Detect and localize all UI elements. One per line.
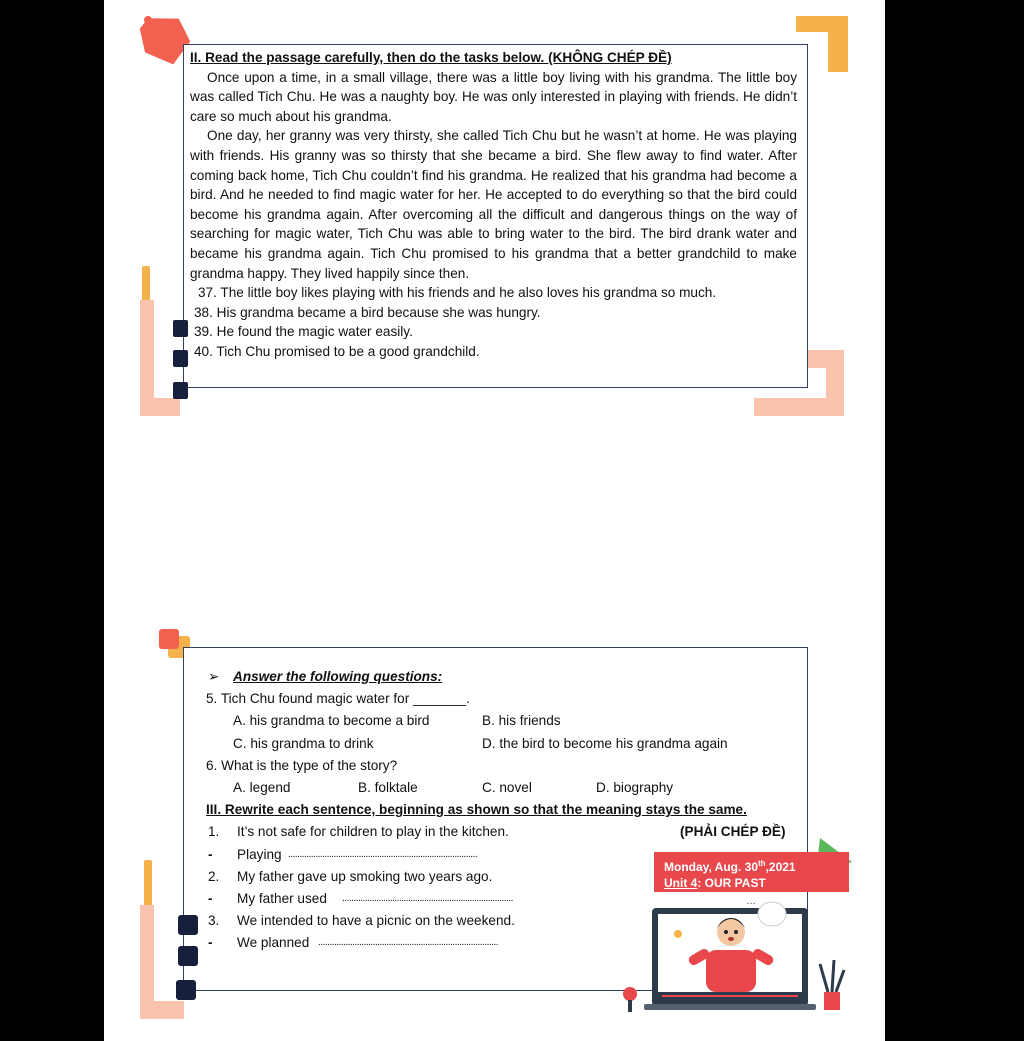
- passage-paragraph-1: Once upon a time, in a small village, there was a little boy living with his grandma. The little boy was called Tich Chu. He was a naughty boy. He was only interested in playing with friends. He didn’t care so much about his grandma.: [190, 69, 797, 124]
- arrow-bullet-icon: ➢: [208, 669, 220, 684]
- q5-option-d: D. the bird to become his grandma again: [482, 735, 728, 751]
- item-1-answer-line[interactable]: ...................................................................................: [288, 848, 478, 860]
- q6-option-b: B. folktale: [358, 779, 418, 795]
- unit-line: [664, 875, 849, 891]
- navy-square: [173, 350, 188, 367]
- item-1-sentence: It’s not safe for children to play in the kitchen.: [237, 824, 509, 840]
- item-1-start: Playing: [237, 846, 282, 862]
- document-page: [104, 0, 885, 1041]
- item-3-answer-line[interactable]: ...............................................................................: [318, 937, 498, 949]
- navy-square: [173, 320, 188, 337]
- rewrite-note: (PHẢI CHÉP ĐỀ): [680, 824, 786, 840]
- date-sup: th: [758, 859, 766, 868]
- statement-38: 38. His grandma became a bird because she was hungry.: [194, 304, 541, 320]
- bullet-dash: -: [208, 935, 213, 951]
- statement-40: 40. Tich Chu promised to be a good grandchild.: [194, 343, 480, 359]
- item-3-start: We planned: [237, 935, 310, 951]
- item-2-sentence: My father gave up smoking two years ago.: [237, 868, 493, 884]
- q5-option-b: B. his friends: [482, 713, 561, 729]
- item-3-sentence: We intended to have a picnic on the weekend.: [237, 913, 515, 929]
- rewrite-title: III. Rewrite each sentence, beginning as shown so that the meaning stays the same.: [206, 802, 747, 818]
- laptop-teacher-illustration: [622, 894, 848, 1020]
- item-2-start: My father used: [237, 890, 327, 906]
- q5-option-a: A. his grandma to become a bird: [233, 713, 430, 729]
- passage-paragraph-2: One day, her granny was very thirsty, she called Tich Chu but he wasn’t at home. He was playing with friends. His granny was so thirsty that she became a bird. She flew away to find water. After coming back home, Tich Chu couldn’t find his grandma. He realized that his grandma had become a bird. And he needed to find magic water for her. He accepted to do everything so that the bird could become his grandma again. After overcoming all the difficult and dangerous things on the way of searching for magic water, Tich Chu was able to bring water to the bird. The bird drank water and became his grandma again. Tich Chu promised to his grandma that a better grandchild to make grandma happy. They lived happily since then.: [190, 128, 797, 281]
- statement-39: 39. He found the magic water easily.: [194, 324, 413, 340]
- q5-option-c: C. his grandma to drink: [233, 735, 374, 751]
- item-2-number: 2.: [208, 868, 220, 884]
- questions-heading: Answer the following questions:: [233, 669, 443, 684]
- navy-square: [176, 980, 196, 1000]
- q6-option-a: A. legend: [233, 779, 291, 795]
- bullet-dash: -: [208, 890, 213, 906]
- navy-square: [178, 946, 198, 966]
- coral-square: [159, 629, 179, 649]
- question-6: 6. What is the type of the story?: [206, 757, 398, 773]
- item-3-number: 3.: [208, 913, 220, 929]
- q6-option-c: C. novel: [482, 779, 532, 795]
- q6-option-d: D. biography: [596, 779, 674, 795]
- statement-37: 37. The little boy likes playing with his friends and he also loves his grandma so much.: [198, 285, 717, 301]
- section-title: II. Read the passage carefully, then do the tasks below. (KHÔNG CHÉP ĐỀ): [190, 50, 672, 65]
- date-banner: [654, 852, 849, 892]
- date-suffix: ,2021: [765, 860, 796, 874]
- svg-text:…: …: [746, 896, 756, 907]
- question-5: 5. Tich Chu found magic water for _______.: [206, 691, 470, 707]
- item-2-answer-line[interactable]: ...........................................................................: [342, 892, 513, 904]
- unit-link[interactable]: Unit 4: [664, 876, 698, 890]
- navy-square: [173, 382, 188, 399]
- date-prefix: Monday, Aug. 30: [664, 860, 759, 874]
- unit-title: : OUR PAST: [697, 876, 766, 890]
- navy-square: [178, 915, 198, 935]
- date-line: [664, 856, 849, 875]
- reading-section: [190, 48, 797, 362]
- bullet-dash: -: [208, 846, 213, 862]
- item-1-number: 1.: [208, 824, 220, 840]
